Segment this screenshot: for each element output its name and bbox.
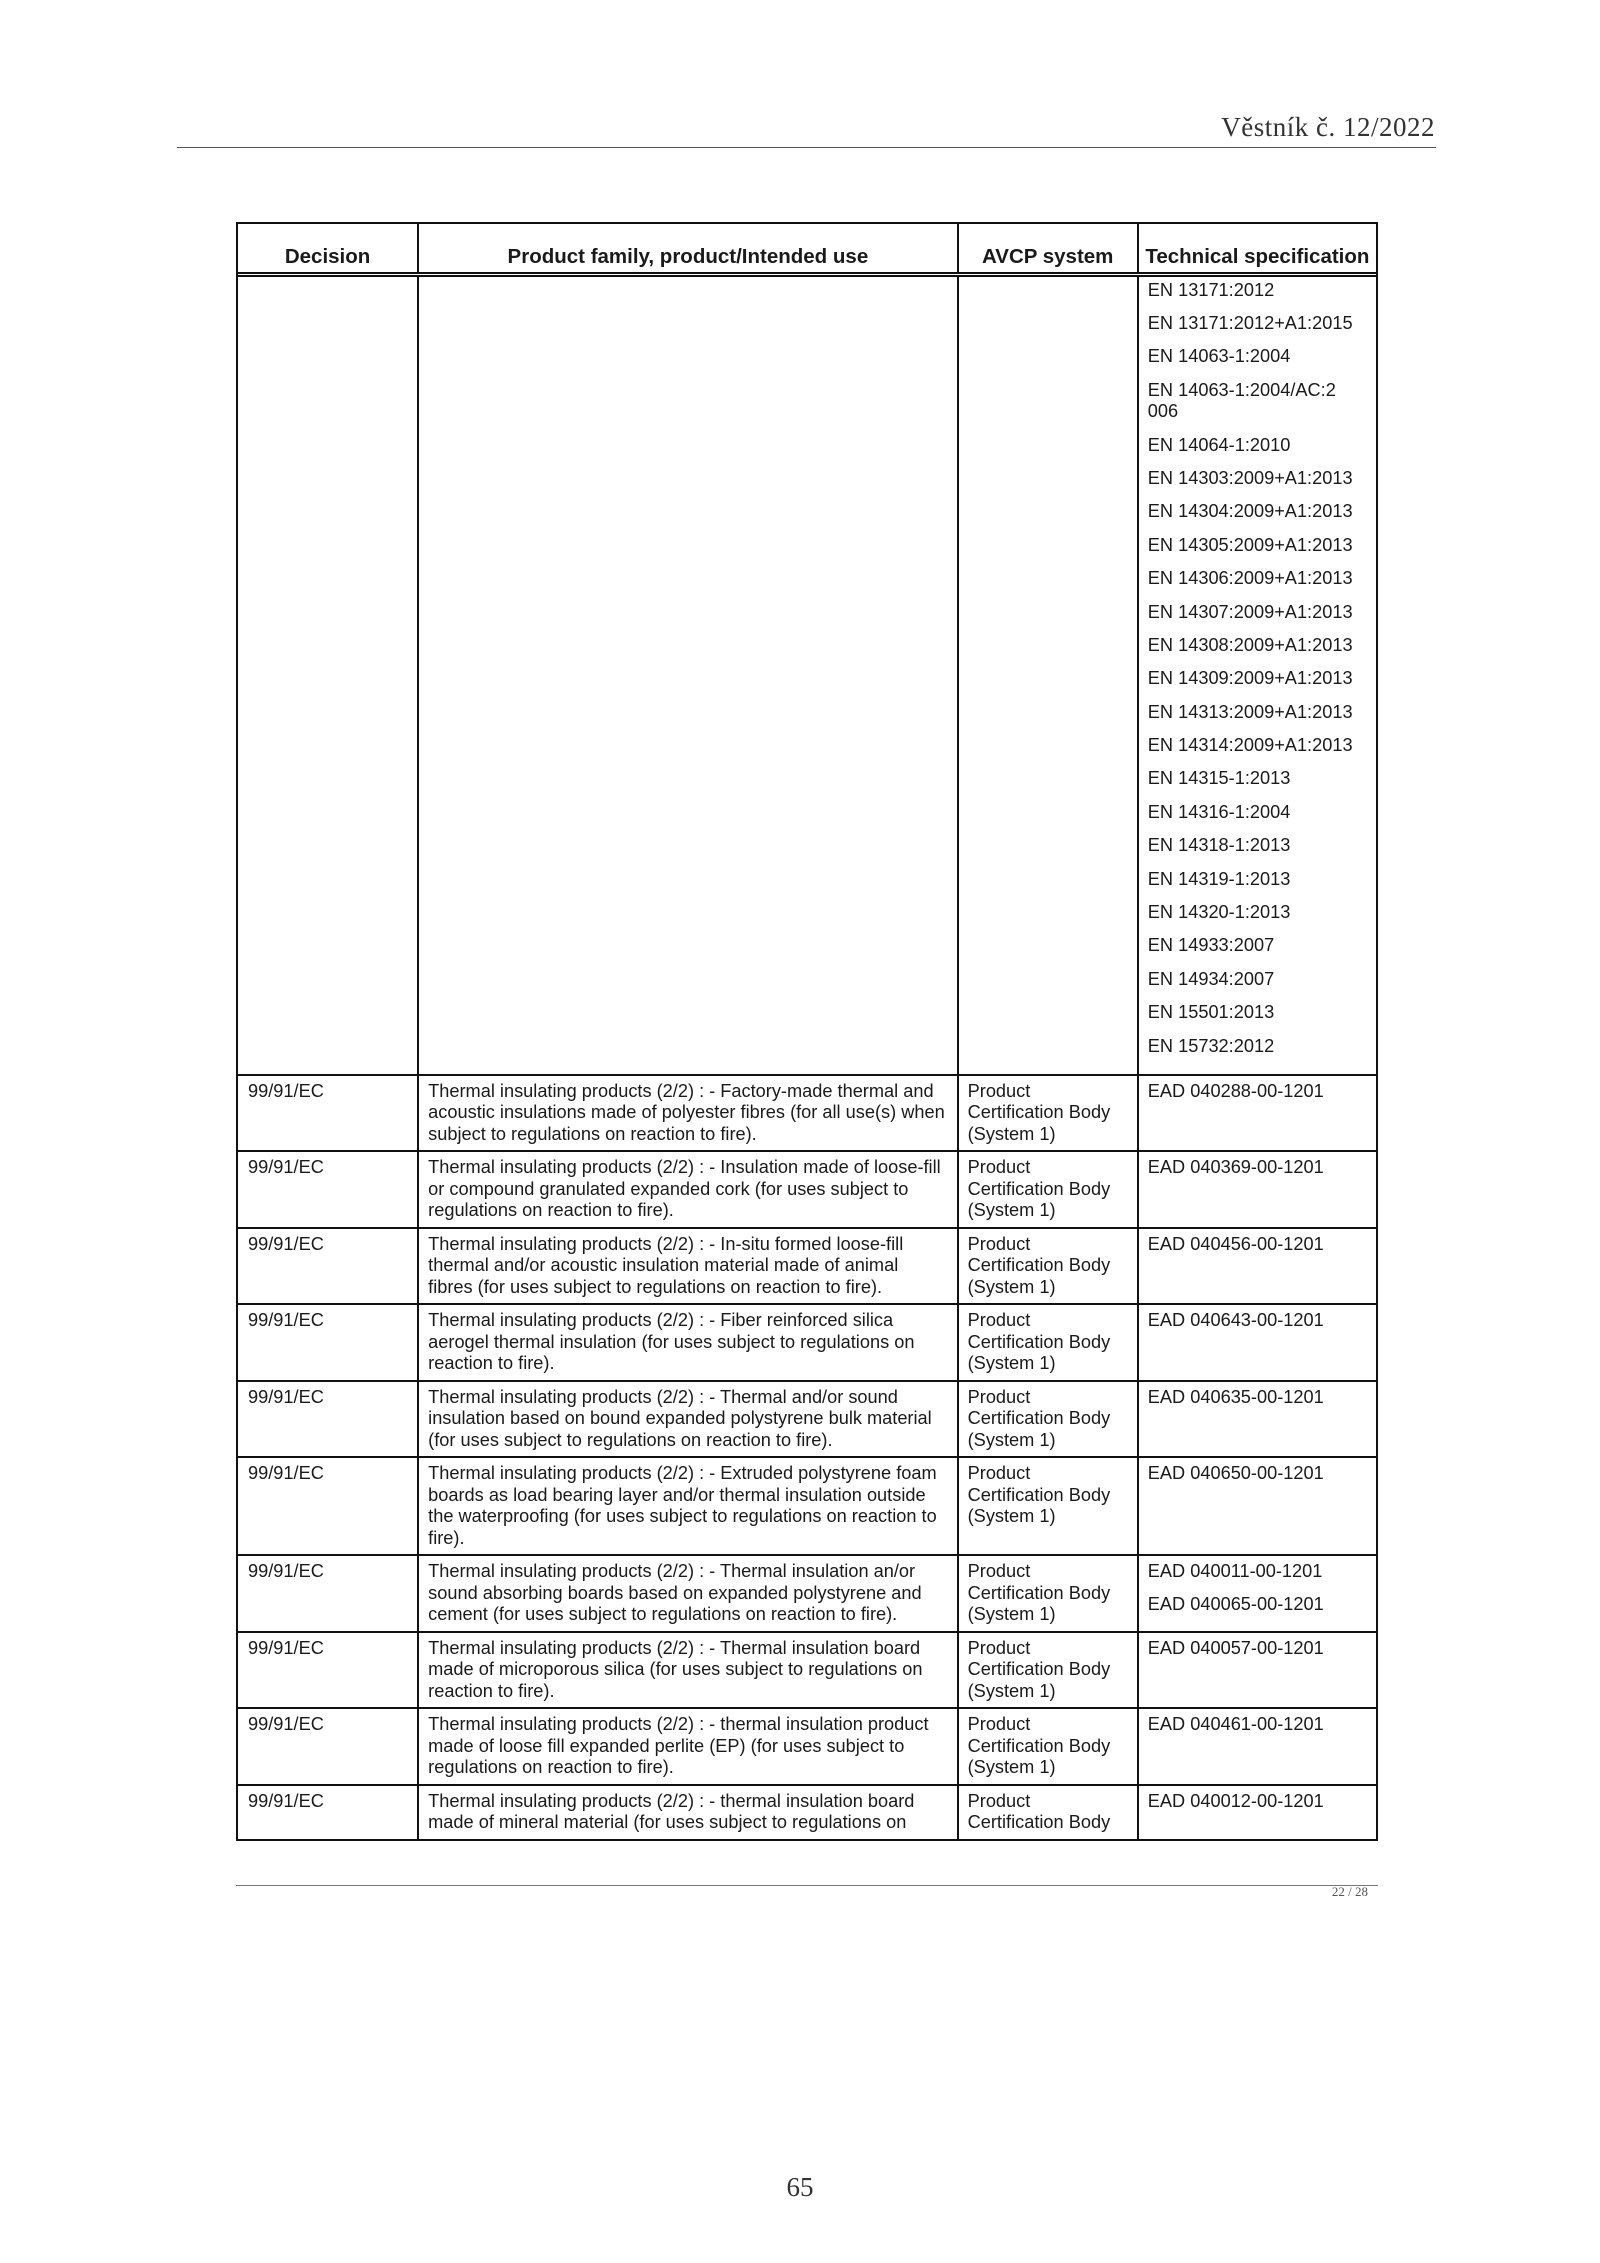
specification-item: EN 14309:2009+A1:2013	[1147, 668, 1353, 689]
table-row	[238, 1457, 1376, 1555]
specification-list	[1148, 1234, 1367, 1256]
decision-cell: 99/91/EC	[238, 1151, 418, 1228]
table-row-continuation	[238, 274, 1376, 1075]
specification-item: EN 14315-1:2013	[1147, 768, 1291, 789]
specification-cell	[1138, 1708, 1376, 1785]
decisions-table-grid	[238, 224, 1376, 1839]
avcp-cell: Product Certification Body	[958, 1785, 1138, 1839]
specification-item: EN 14313:2009+A1:2013	[1147, 701, 1353, 722]
specification-item: EN 13171:2012	[1147, 279, 1275, 300]
column-header-specification: Technical specification	[1138, 224, 1376, 274]
specification-item: EN 15732:2012	[1147, 1035, 1275, 1056]
specification-item: EAD 040012-00-1201	[1147, 1790, 1324, 1811]
specification-item: EAD 040057-00-1201	[1147, 1637, 1324, 1658]
specification-item: EN 14303:2009+A1:2013	[1147, 467, 1353, 488]
avcp-cell: Product Certification Body (System 1)	[958, 1228, 1138, 1305]
specification-item: EAD 040635-00-1201	[1147, 1386, 1324, 1407]
product-cell: Thermal insulating products (2/2) : - Fiber reinforced silica aerogel thermal insulation (for uses subject to regulations on reaction to fire).	[418, 1304, 957, 1381]
specification-list	[1148, 1714, 1367, 1736]
specification-item: EAD 040461-00-1201	[1147, 1714, 1324, 1735]
avcp-cell: Product Certification Body (System 1)	[958, 1075, 1138, 1152]
specification-cell	[1138, 1785, 1376, 1839]
specification-list	[1148, 1791, 1367, 1813]
specification-list	[1148, 1638, 1367, 1660]
column-header-product: Product family, product/Intended use	[418, 224, 957, 274]
specification-cell	[1138, 1228, 1376, 1305]
specification-cell	[1138, 1457, 1376, 1555]
decision-cell: 99/91/EC	[238, 1304, 418, 1381]
specification-item: EN 14319-1:2013	[1147, 868, 1291, 889]
specification-item: EN 14314:2009+A1:2013	[1147, 735, 1353, 756]
product-cell: Thermal insulating products (2/2) : - thermal insulation product made of loose fill expanded perlite (EP) (for uses subject to regulations on reaction to fire).	[418, 1708, 957, 1785]
footer-divider	[236, 1885, 1378, 1886]
decision-cell: 99/91/EC	[238, 1632, 418, 1709]
avcp-cell: Product Certification Body (System 1)	[958, 1381, 1138, 1458]
specification-item: EAD 040643-00-1201	[1147, 1310, 1324, 1331]
table-row	[238, 1304, 1376, 1381]
decision-cell: 99/91/EC	[238, 1228, 418, 1305]
avcp-cell	[958, 274, 1138, 1075]
specification-cell	[1138, 1304, 1376, 1381]
product-cell: Thermal insulating products (2/2) : - Extruded polystyrene foam boards as load bearing layer and/or thermal insulation outside the waterproofing (for uses subject to regulations on reaction to fire).	[418, 1457, 957, 1555]
page-of-indicator: 22 / 28	[1331, 1884, 1368, 1899]
decision-cell	[238, 274, 418, 1075]
bulletin-title: Věstník č. 12/2022	[1221, 112, 1435, 142]
table-row	[238, 1632, 1376, 1709]
specification-item: EN 14934:2007	[1147, 968, 1275, 989]
decision-cell: 99/91/EC	[238, 1381, 418, 1458]
specification-item: EN 14308:2009+A1:2013	[1147, 634, 1353, 655]
product-cell: Thermal insulating products (2/2) : - Thermal insulation board made of microporous silica (for uses subject to regulations on reaction to fire).	[418, 1632, 957, 1709]
specification-item: EN 14063-1:2004/AC:2006	[1147, 379, 1336, 422]
specification-item: EN 14306:2009+A1:2013	[1147, 568, 1353, 589]
product-cell: Thermal insulating products (2/2) : - In-situ formed loose-fill thermal and/or acoustic insulation material made of animal fibres (for uses subject to regulations on reaction to fire).	[418, 1228, 957, 1305]
table-row	[238, 1785, 1376, 1839]
product-cell: Thermal insulating products (2/2) : - Thermal and/or sound insulation based on bound expanded polystyrene bulk material (for uses subject to regulations on reaction to fire).	[418, 1381, 957, 1458]
specification-item: EAD 040011-00-1201	[1147, 1561, 1323, 1582]
specification-item: EN 14304:2009+A1:2013	[1147, 501, 1353, 522]
avcp-cell: Product Certification Body (System 1)	[958, 1632, 1138, 1709]
specification-cell	[1138, 1381, 1376, 1458]
table-row	[238, 1381, 1376, 1458]
specification-item: EN 14305:2009+A1:2013	[1147, 534, 1353, 555]
specification-cell	[1138, 1555, 1376, 1632]
specification-item: EN 14933:2007	[1147, 935, 1275, 956]
table-row	[238, 1151, 1376, 1228]
avcp-cell: Product Certification Body (System 1)	[958, 1555, 1138, 1632]
header-divider	[177, 147, 1436, 148]
specification-item: EAD 040065-00-1201	[1147, 1594, 1324, 1615]
specification-item: EN 14063-1:2004	[1147, 346, 1291, 367]
table-row	[238, 1228, 1376, 1305]
avcp-cell: Product Certification Body (System 1)	[958, 1151, 1138, 1228]
specification-item: EAD 040456-00-1201	[1147, 1233, 1324, 1254]
specification-item: EN 13171:2012+A1:2015	[1147, 312, 1353, 333]
decision-cell: 99/91/EC	[238, 1075, 418, 1152]
specification-list	[1148, 1157, 1367, 1179]
column-header-avcp: AVCP system	[958, 224, 1138, 274]
specification-list	[1148, 280, 1367, 1058]
avcp-cell: Product Certification Body (System 1)	[958, 1708, 1138, 1785]
decision-cell: 99/91/EC	[238, 1785, 418, 1839]
specification-list	[1148, 1310, 1367, 1332]
specification-list	[1148, 1463, 1367, 1485]
specification-item: EAD 040650-00-1201	[1147, 1463, 1324, 1484]
specification-list	[1148, 1387, 1367, 1409]
specification-list	[1148, 1561, 1367, 1615]
specification-item: EN 14064-1:2010	[1147, 434, 1291, 455]
specification-cell	[1138, 1632, 1376, 1709]
table-row	[238, 1555, 1376, 1632]
specification-item: EN 14316-1:2004	[1147, 801, 1291, 822]
specification-cell	[1138, 1075, 1376, 1152]
specification-item: EAD 040288-00-1201	[1147, 1080, 1324, 1101]
product-cell: Thermal insulating products (2/2) : - Insulation made of loose-fill or compound granulated expanded cork (for uses subject to regulations on reaction to fire).	[418, 1151, 957, 1228]
decision-cell: 99/91/EC	[238, 1555, 418, 1632]
product-cell	[418, 274, 957, 1075]
specification-item: EN 14307:2009+A1:2013	[1147, 601, 1353, 622]
decisions-table	[236, 222, 1378, 1841]
table-row	[238, 1075, 1376, 1152]
avcp-cell: Product Certification Body (System 1)	[958, 1304, 1138, 1381]
specification-item: EN 14320-1:2013	[1147, 902, 1291, 923]
table-row	[238, 1708, 1376, 1785]
table-body	[238, 274, 1376, 1839]
decision-cell: 99/91/EC	[238, 1708, 418, 1785]
specification-list	[1148, 1081, 1367, 1103]
product-cell: Thermal insulating products (2/2) : - thermal insulation board made of mineral material (for uses subject to regulations on	[418, 1785, 957, 1839]
specification-item: EN 14318-1:2013	[1147, 835, 1291, 856]
table-header-row	[238, 224, 1376, 274]
specification-cell	[1138, 274, 1376, 1075]
specification-cell	[1138, 1151, 1376, 1228]
specification-item: EAD 040369-00-1201	[1147, 1157, 1324, 1178]
decision-cell: 99/91/EC	[238, 1457, 418, 1555]
column-header-decision: Decision	[238, 224, 418, 274]
specification-item: EN 15501:2013	[1147, 1002, 1275, 1023]
avcp-cell: Product Certification Body (System 1)	[958, 1457, 1138, 1555]
product-cell: Thermal insulating products (2/2) : - Factory-made thermal and acoustic insulations made of polyester fibres (for all use(s) when subject to regulations on reaction to fire).	[418, 1075, 957, 1152]
page-number: 65	[786, 2172, 814, 2202]
product-cell: Thermal insulating products (2/2) : - Thermal insulation an/or sound absorbing boards based on expanded polystyrene and cement (for uses subject to regulations on reaction to fire).	[418, 1555, 957, 1632]
